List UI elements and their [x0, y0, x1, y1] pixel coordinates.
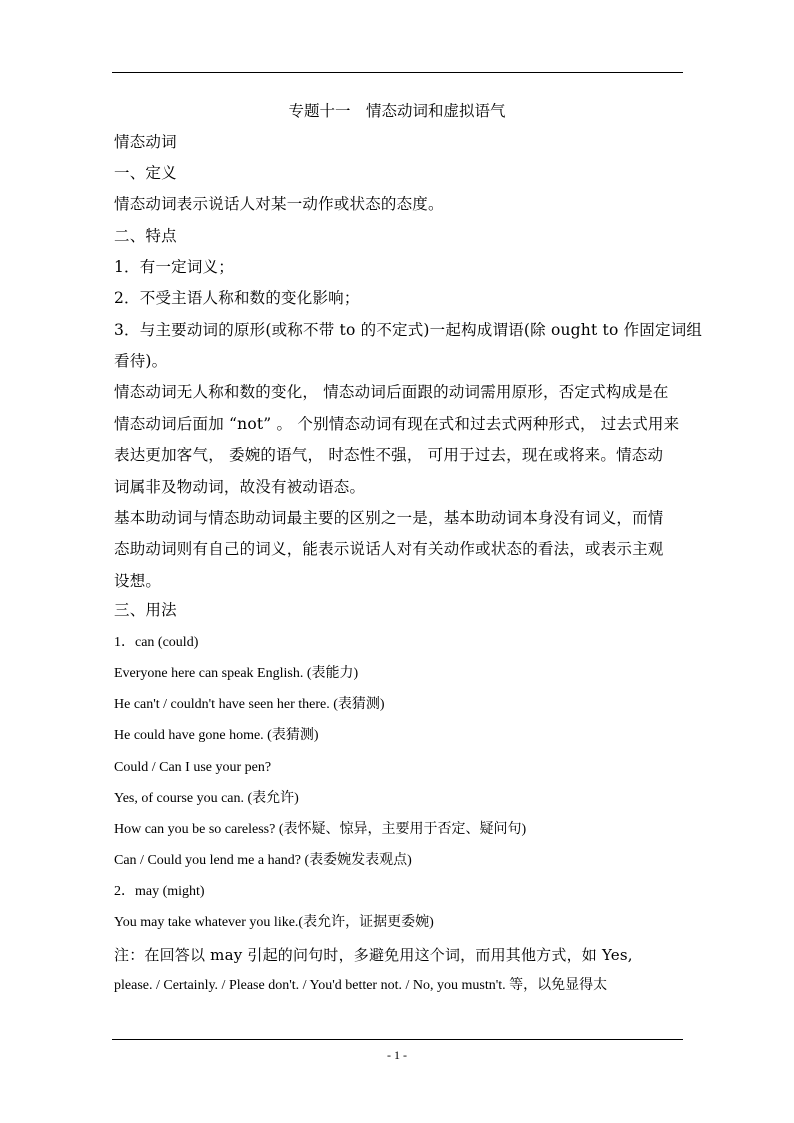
paragraph-line: 基本助动词与情态助动词最主要的区别之一是，基本助动词本身没有词义，而情: [114, 509, 664, 527]
example-line: He could have gone home. (表猜测): [114, 728, 319, 743]
example-line: How can you be so careless? (表怀疑、惊异，主要用于否定、疑问句): [114, 822, 527, 837]
note-line: please. / Certainly. / Please don't. / You'd better not. / No, you mustn't. 等，以免显得太: [114, 978, 608, 993]
footer-rule: [112, 1039, 683, 1040]
paragraph-line: 情态动词后面加 “not” 。 个别情态动词有现在式和过去式两种形式， 过去式用来: [114, 415, 680, 433]
list-item: 3．与主要动词的原形(或称不带 to 的不定式)一起构成谓语(除 ought to 作固定词组: [114, 321, 703, 339]
example-line: Could / Can I use your pen?: [114, 760, 272, 775]
paragraph-line: 情态动词表示说话人对某一动作或状态的态度。: [114, 195, 444, 213]
subheading-features: 二、特点: [114, 227, 177, 245]
example-line: Yes, of course you can. (表允许): [114, 791, 299, 806]
example-line: Can / Could you lend me a hand? (表委婉发表观点): [114, 853, 412, 868]
paragraph-line: 表达更加客气， 委婉的语气， 时态性不强， 可用于过去，现在或将来。情态动: [114, 446, 664, 464]
usage-item-may: 2．may (might): [114, 884, 205, 899]
usage-item-can: 1．can (could): [114, 635, 199, 650]
example-line: Everyone here can speak English. (表能力): [114, 666, 359, 681]
subheading-definition: 一、定义: [114, 164, 177, 182]
paragraph-line: 设想。: [114, 572, 162, 590]
note-line: 注：在回答以 may 引起的问句时，多避免用这个词，而用其他方式，如 Yes,: [114, 946, 633, 964]
example-line: He can't / couldn't have seen her there. (表猜测): [114, 697, 385, 712]
paragraph-line: 词属非及物动词，故没有被动语态。: [114, 478, 366, 496]
paragraph-line: 态助动词则有自己的词义，能表示说话人对有关动作或状态的看法，或表示主观: [114, 540, 664, 558]
paragraph-line: 情态动词无人称和数的变化， 情态动词后面跟的动词需用原形，否定式构成是在: [114, 383, 669, 401]
section-heading: 情态动词: [114, 133, 177, 151]
paragraph-line: 看待)。: [114, 352, 168, 370]
subheading-usage: 三、用法: [114, 601, 177, 619]
header-rule: [112, 72, 683, 73]
page-title: 专题十一 情态动词和虚拟语气: [288, 102, 506, 120]
list-item: 1．有一定词义；: [114, 258, 234, 276]
example-line: You may take whatever you like.(表允许，证据更委婉): [114, 915, 434, 930]
page-number: - 1 -: [387, 1048, 407, 1062]
list-item: 2．不受主语人称和数的变化影响；: [114, 289, 360, 307]
